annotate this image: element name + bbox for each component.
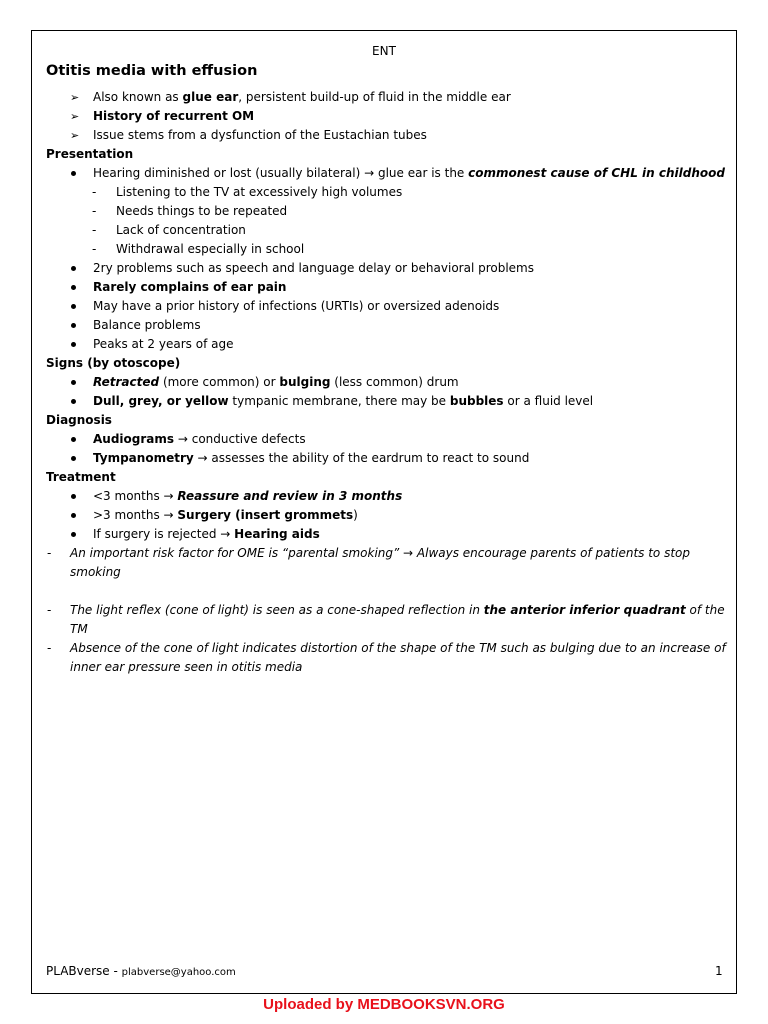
list-item: - Withdrawal especially in school bbox=[46, 240, 726, 259]
section-heading-signs: Signs (by otoscope) bbox=[46, 356, 181, 370]
list-item: May have a prior history of infections (URTIs) or oversized adenoids bbox=[46, 297, 726, 316]
bullet-icon bbox=[71, 456, 76, 461]
list-item: Hearing diminished or lost (usually bilateral) → glue ear is the commonest cause of CHL in childhood bbox=[46, 164, 726, 183]
dash-bullet-icon: - bbox=[47, 641, 52, 655]
presentation-list bbox=[46, 164, 726, 183]
list-item: ➢ Issue stems from a dysfunction of the Eustachian tubes bbox=[46, 126, 726, 145]
document-title: Otitis media with effusion bbox=[46, 63, 258, 79]
page-header: ENT bbox=[372, 44, 396, 58]
list-item: 2ry problems such as speech and language delay or behavioral problems bbox=[46, 259, 726, 278]
bullet-icon bbox=[71, 304, 76, 309]
page-number: 1 bbox=[715, 964, 723, 978]
list-item: >3 months → Surgery (insert grommets) bbox=[46, 506, 726, 525]
bullet-icon bbox=[71, 494, 76, 499]
bullet-icon bbox=[71, 380, 76, 385]
bullet-icon bbox=[71, 266, 76, 271]
note-item: - An important risk factor for OME is “parental smoking” → Always encourage parents of patients to stop smoking bbox=[47, 546, 691, 579]
list-item: Retracted (more common) or bulging (less common) drum bbox=[46, 373, 726, 392]
list-item: Dull, grey, or yellow tympanic membrane, there may be bubbles or a fluid level bbox=[46, 392, 726, 411]
list-item: <3 months → Reassure and review in 3 months bbox=[46, 487, 726, 506]
bullet-icon bbox=[71, 323, 76, 328]
section-heading-treatment: Treatment bbox=[46, 470, 116, 484]
list-item: Tympanometry → assesses the ability of the eardrum to react to sound bbox=[46, 449, 726, 468]
note-item: - The light reflex (cone of light) is seen as a cone-shaped reflection in the anterior inferior quadrant of the TM bbox=[47, 603, 725, 636]
list-item: - Needs things to be repeated bbox=[46, 202, 726, 221]
arrow-bullet-icon: ➢ bbox=[70, 129, 80, 142]
dash-bullet-icon: - bbox=[92, 204, 97, 218]
list-item: Audiograms → conductive defects bbox=[46, 430, 726, 449]
bullet-icon bbox=[71, 171, 76, 176]
intro-list bbox=[46, 88, 726, 145]
bullet-icon bbox=[71, 513, 76, 518]
list-item: ➢ History of recurrent OM bbox=[46, 107, 726, 126]
list-item: ➢ Also known as glue ear, persistent build-up of fluid in the middle ear bbox=[46, 88, 726, 107]
presentation-list-continued bbox=[46, 259, 726, 354]
upload-watermark: Uploaded by MEDBOOKSVN.ORG bbox=[263, 996, 505, 1013]
dash-bullet-icon: - bbox=[92, 242, 97, 256]
dash-bullet-icon: - bbox=[47, 546, 52, 560]
spacer bbox=[46, 582, 726, 601]
arrow-bullet-icon: ➢ bbox=[70, 91, 80, 104]
diagnosis-list bbox=[46, 430, 726, 468]
bullet-icon bbox=[71, 437, 76, 442]
list-item: - Lack of concentration bbox=[46, 221, 726, 240]
list-item: Peaks at 2 years of age bbox=[46, 335, 726, 354]
notes-list bbox=[46, 544, 726, 677]
bullet-icon bbox=[71, 342, 76, 347]
list-item: Balance problems bbox=[46, 316, 726, 335]
footer-brand: PLABverse - plabverse@yahoo.com bbox=[46, 964, 236, 978]
footer-email: plabverse@yahoo.com bbox=[121, 967, 236, 978]
treatment-list bbox=[46, 487, 726, 544]
dash-bullet-icon: - bbox=[92, 185, 97, 199]
dash-bullet-icon: - bbox=[92, 223, 97, 237]
document-body bbox=[46, 60, 726, 677]
section-heading-diagnosis: Diagnosis bbox=[46, 413, 112, 427]
signs-list bbox=[46, 373, 726, 411]
section-heading-presentation: Presentation bbox=[46, 147, 134, 161]
arrow-bullet-icon: ➢ bbox=[70, 110, 80, 123]
note-item: - Absence of the cone of light indicates distortion of the shape of the TM such as bulging due to an increase of inner ear pressure seen in otitis media bbox=[47, 641, 726, 674]
bullet-icon bbox=[71, 399, 76, 404]
list-item: If surgery is rejected → Hearing aids bbox=[46, 525, 726, 544]
bullet-icon bbox=[71, 532, 76, 537]
presentation-sublist bbox=[46, 183, 726, 259]
dash-bullet-icon: - bbox=[47, 603, 52, 617]
list-item: Rarely complains of ear pain bbox=[46, 278, 726, 297]
list-item: - Listening to the TV at excessively high volumes bbox=[46, 183, 726, 202]
bullet-icon bbox=[71, 285, 76, 290]
